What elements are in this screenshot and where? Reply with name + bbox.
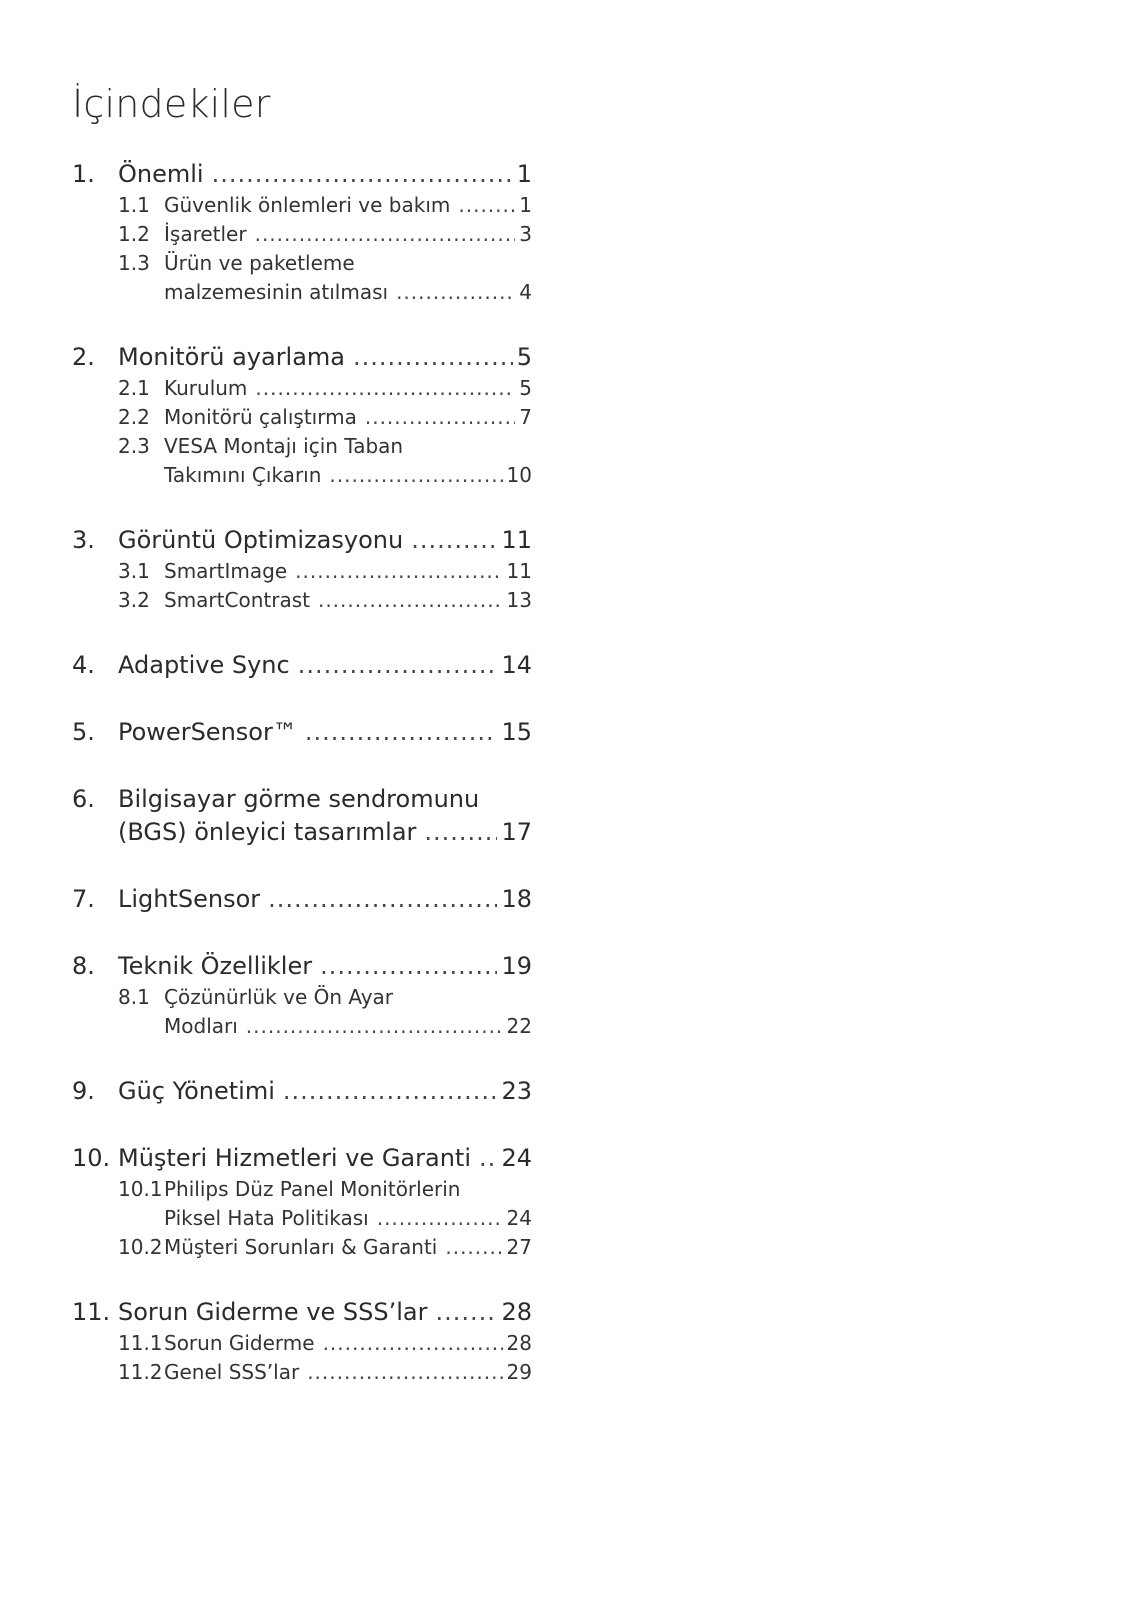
- toc-entry-number: 7.: [72, 885, 95, 913]
- toc-subentry-title[interactable]: SmartContrast: [164, 588, 310, 612]
- toc-subentry-title[interactable]: Ürün ve paketleme: [164, 251, 355, 275]
- toc-subentry-page: 13: [506, 588, 532, 612]
- toc-entry-row[interactable]: [72, 1142, 532, 1175]
- toc-subentry-number: 11.2: [118, 1360, 163, 1384]
- toc-section: [72, 649, 532, 682]
- dot-leader: [298, 649, 498, 682]
- dot-leader: [295, 557, 502, 586]
- toc-subentry-number: 2.1: [118, 376, 150, 400]
- toc-subentry-row[interactable]: [72, 191, 532, 220]
- toc-subentry-title[interactable]: VESA Montajı için Taban: [164, 434, 404, 458]
- toc-subentry-page: 4: [519, 280, 532, 304]
- toc-entry-title[interactable]: Güç Yönetimi: [118, 1077, 275, 1105]
- toc-subentry-title[interactable]: Müşteri Sorunları & Garanti: [164, 1235, 438, 1259]
- toc-entry-page: 1: [516, 160, 532, 188]
- dot-leader: [307, 1358, 502, 1387]
- toc-subentry-number: 8.1: [118, 985, 150, 1009]
- toc-subentry-title[interactable]: Philips Düz Panel Monitörlerin: [164, 1177, 461, 1201]
- toc-entry-number: 2.: [72, 343, 95, 371]
- dot-leader: [396, 278, 515, 307]
- toc-entry-page: 19: [501, 952, 532, 980]
- toc-subentry-row[interactable]: [72, 1358, 532, 1387]
- toc-subentry-row[interactable]: [72, 1175, 532, 1204]
- toc-subentry-title[interactable]: Genel SSS’lar: [164, 1360, 300, 1384]
- toc-subentry-row[interactable]: [72, 1233, 532, 1262]
- toc-entry-page: 24: [501, 1144, 532, 1172]
- toc-subentry-title[interactable]: Monitörü çalıştırma: [164, 405, 357, 429]
- toc-subentry-row[interactable]: [72, 461, 532, 490]
- toc-entry-row[interactable]: [72, 1296, 532, 1329]
- toc-subentry-page: 11: [506, 559, 532, 583]
- dot-leader: [365, 403, 515, 432]
- dot-leader: [436, 1296, 498, 1329]
- toc-entry-number: 8.: [72, 952, 95, 980]
- toc-entry-row[interactable]: [72, 783, 532, 816]
- section-spacer: [72, 490, 532, 524]
- toc-subentry-page: 7: [519, 405, 532, 429]
- toc-subentry-title[interactable]: SmartImage: [164, 559, 288, 583]
- toc-subentry-title[interactable]: malzemesinin atılması: [164, 280, 389, 304]
- toc-section: [72, 524, 532, 615]
- toc-subentry-row[interactable]: [72, 1012, 532, 1041]
- toc-entry-page: 28: [501, 1298, 532, 1326]
- toc-entry-row[interactable]: [72, 816, 532, 849]
- toc-subentry-title[interactable]: İşaretler: [164, 222, 247, 246]
- toc-section: [72, 883, 532, 916]
- dot-leader: [318, 586, 503, 615]
- toc-subentry-row[interactable]: [72, 586, 532, 615]
- dot-leader: [323, 1329, 503, 1358]
- dot-leader: [479, 1142, 497, 1175]
- toc-entry-page: 23: [501, 1077, 532, 1105]
- dot-leader: [283, 1075, 498, 1108]
- toc-subentry-row[interactable]: [72, 1329, 532, 1358]
- toc-entry-row[interactable]: [72, 341, 532, 374]
- dot-leader: [255, 374, 515, 403]
- toc-entry-title[interactable]: (BGS) önleyici tasarımlar: [118, 818, 417, 846]
- section-spacer: [72, 916, 532, 950]
- toc-entry-title[interactable]: Teknik Özellikler: [118, 952, 313, 980]
- toc-entry-number: 1.: [72, 160, 95, 188]
- toc-subentry-number: 1.3: [118, 251, 150, 275]
- toc-entry-number: 4.: [72, 651, 95, 679]
- table-of-contents: [72, 158, 532, 1387]
- toc-section: [72, 158, 532, 307]
- toc-entry-page: 18: [501, 885, 532, 913]
- toc-section: [72, 783, 532, 849]
- toc-entry-row[interactable]: [72, 1075, 532, 1108]
- toc-subentry-row[interactable]: [72, 278, 532, 307]
- toc-section: [72, 341, 532, 490]
- toc-subentry-number: 3.2: [118, 588, 150, 612]
- toc-entry-title[interactable]: Önemli: [118, 160, 204, 188]
- toc-subentry-row[interactable]: [72, 1204, 532, 1233]
- toc-entry-title[interactable]: Adaptive Sync: [118, 651, 290, 679]
- toc-entry-number: 6.: [72, 785, 95, 813]
- dot-leader: [411, 524, 497, 557]
- toc-entry-number: 11.: [72, 1298, 111, 1326]
- dot-leader: [246, 1012, 503, 1041]
- toc-subentry-page: 3: [519, 222, 532, 246]
- dot-leader: [212, 158, 513, 191]
- toc-section: [72, 1075, 532, 1108]
- toc-entry-row[interactable]: [72, 524, 532, 557]
- section-spacer: [72, 615, 532, 649]
- toc-subentry-row[interactable]: [72, 432, 532, 461]
- toc-entry-title[interactable]: Müşteri Hizmetleri ve Garanti: [118, 1144, 471, 1172]
- toc-subentry-number: 2.3: [118, 434, 150, 458]
- dot-leader: [424, 816, 497, 849]
- toc-entry-row[interactable]: [72, 716, 532, 749]
- toc-subentry-page: 1: [519, 193, 532, 217]
- section-spacer: [72, 1041, 532, 1075]
- toc-subentry-number: 11.1: [118, 1331, 163, 1355]
- toc-section: [72, 716, 532, 749]
- toc-subentry-page: 28: [506, 1331, 532, 1355]
- toc-entry-row[interactable]: [72, 950, 532, 983]
- toc-subentry-title[interactable]: Kurulum: [164, 376, 248, 400]
- section-spacer: [72, 682, 532, 716]
- toc-entry-title[interactable]: Monitörü ayarlama: [118, 343, 346, 371]
- toc-entry-page: 14: [501, 651, 532, 679]
- toc-section: [72, 1142, 532, 1262]
- toc-entry-page: 15: [501, 718, 532, 746]
- toc-entry-number: 5.: [72, 718, 95, 746]
- toc-subentry-title[interactable]: Çözünürlük ve Ön Ayar: [164, 985, 394, 1009]
- section-spacer: [72, 1262, 532, 1296]
- toc-subentry-row[interactable]: [72, 249, 532, 278]
- dot-leader: [377, 1204, 503, 1233]
- toc-entry-number: 3.: [72, 526, 95, 554]
- toc-subentry-title[interactable]: Modları: [164, 1014, 238, 1038]
- dot-leader: [320, 950, 497, 983]
- toc-subentry-number: 10.2: [118, 1235, 163, 1259]
- section-spacer: [72, 1108, 532, 1142]
- toc-section: [72, 1296, 532, 1387]
- toc-entry-page: 5: [516, 343, 532, 371]
- toc-entry-row[interactable]: [72, 158, 532, 191]
- page-title: İçindekiler: [72, 82, 271, 126]
- toc-subentry-number: 2.2: [118, 405, 150, 429]
- dot-leader: [305, 716, 498, 749]
- toc-subentry-title[interactable]: Takımını Çıkarın: [164, 463, 322, 487]
- toc-entry-row[interactable]: [72, 649, 532, 682]
- toc-subentry-row[interactable]: [72, 983, 532, 1012]
- toc-entry-title[interactable]: Bilgisayar görme sendromunu: [118, 785, 480, 813]
- dot-leader: [353, 341, 513, 374]
- toc-entry-title[interactable]: Sorun Giderme ve SSS’lar: [118, 1298, 428, 1326]
- toc-subentry-page: 22: [506, 1014, 532, 1038]
- section-spacer: [72, 307, 532, 341]
- toc-section: [72, 950, 532, 1041]
- toc-entry-row[interactable]: [72, 883, 532, 916]
- toc-subentry-page: 10: [506, 463, 532, 487]
- toc-subentry-row[interactable]: [72, 374, 532, 403]
- toc-subentry-row[interactable]: [72, 403, 532, 432]
- toc-subentry-page: 29: [506, 1360, 532, 1384]
- toc-entry-title[interactable]: PowerSensor™: [118, 718, 297, 746]
- toc-subentry-title[interactable]: Güvenlik önlemleri ve bakım: [164, 193, 451, 217]
- dot-leader: [255, 220, 516, 249]
- toc-entry-number: 9.: [72, 1077, 95, 1105]
- toc-subentry-row[interactable]: [72, 557, 532, 586]
- section-spacer: [72, 849, 532, 883]
- toc-subentry-number: 3.1: [118, 559, 150, 583]
- toc-subentry-number: 10.1: [118, 1177, 163, 1201]
- toc-subentry-row[interactable]: [72, 220, 532, 249]
- dot-leader: [329, 461, 502, 490]
- toc-subentry-page: 24: [506, 1206, 532, 1230]
- toc-entry-title[interactable]: LightSensor: [118, 885, 261, 913]
- toc-subentry-number: 1.1: [118, 193, 150, 217]
- dot-leader: [268, 883, 497, 916]
- dot-leader: [445, 1233, 502, 1262]
- toc-subentry-title[interactable]: Sorun Giderme: [164, 1331, 315, 1355]
- toc-entry-number: 10.: [72, 1144, 111, 1172]
- toc-entry-title[interactable]: Görüntü Optimizasyonu: [118, 526, 404, 554]
- toc-entry-page: 11: [501, 526, 532, 554]
- toc-entry-page: 17: [501, 818, 532, 846]
- toc-subentry-page: 5: [519, 376, 532, 400]
- toc-subentry-page: 27: [506, 1235, 532, 1259]
- dot-leader: [458, 191, 515, 220]
- toc-subentry-title[interactable]: Piksel Hata Politikası: [164, 1206, 369, 1230]
- section-spacer: [72, 749, 532, 783]
- toc-subentry-number: 1.2: [118, 222, 150, 246]
